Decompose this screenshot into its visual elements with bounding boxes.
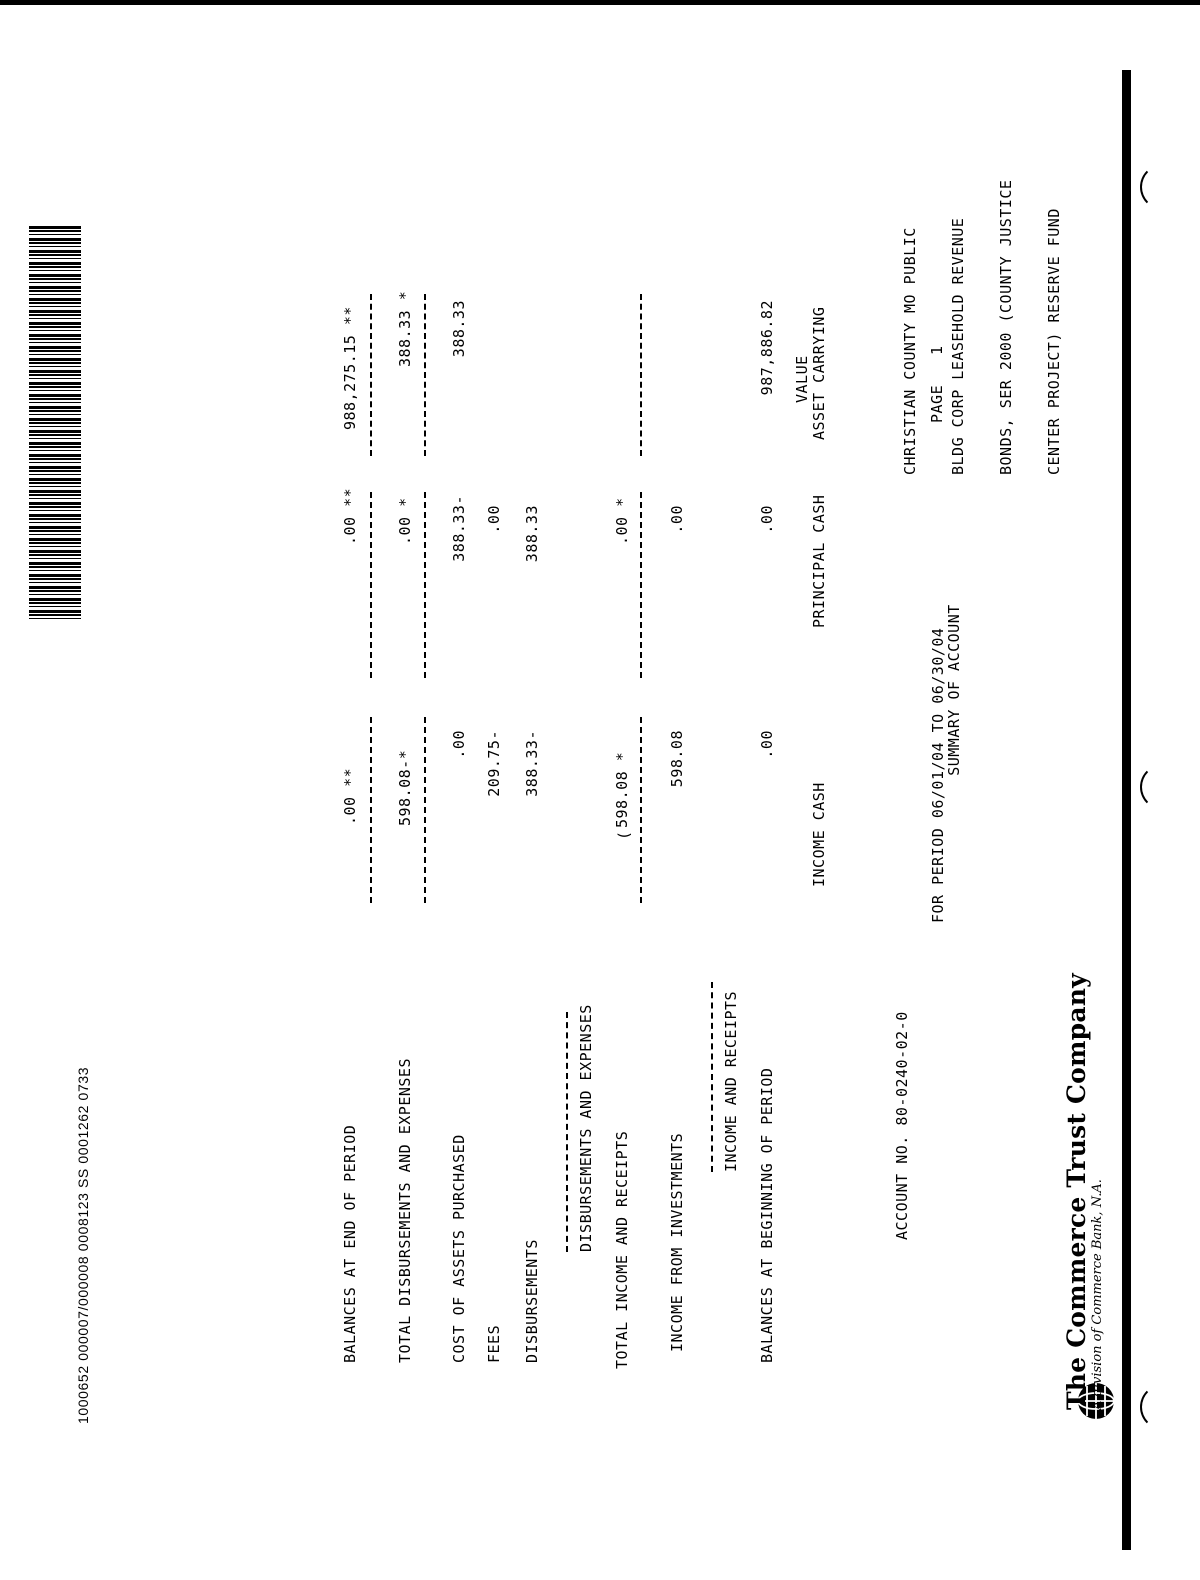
- value-cell: .00 *: [613, 497, 631, 545]
- label-balances-end: BALANCES AT END OF PERIOD: [341, 1124, 359, 1363]
- company-subtitle: A division of Commerce Bank, N.A.: [1090, 1179, 1105, 1410]
- column-header-principal-cash: PRINCIPAL CASH: [810, 494, 828, 628]
- account-name-line: CHRISTIAN COUNTY MO PUBLIC: [901, 227, 919, 475]
- footer-code: 1000652 000007/000008 0008123 SS 0001262 0733: [75, 1066, 91, 1424]
- summary-title: SUMMARY OF ACCOUNT: [945, 604, 963, 776]
- page-label: PAGE: [928, 384, 946, 423]
- value-cell: .00: [758, 505, 776, 534]
- value-cell: 598.08-*: [396, 749, 414, 826]
- account-name-line: BONDS, SER 2000 (COUNTY JUSTICE: [997, 179, 1015, 475]
- value-cell: 209.75-: [485, 730, 503, 797]
- column-header-income-cash: INCOME CASH: [810, 782, 828, 887]
- separator-rule: [640, 294, 642, 456]
- value-cell: 388.33 *: [396, 290, 414, 367]
- value-cell: .00: [668, 505, 686, 534]
- value-cell: 988,275.15 **: [341, 306, 359, 430]
- label-total-income: TOTAL INCOME AND RECEIPTS: [613, 1130, 631, 1369]
- heading-disbursements-expenses: DISBURSEMENTS AND EXPENSES: [577, 1004, 595, 1252]
- value-cell: 388.33: [450, 300, 468, 358]
- value-cell: 388.33: [523, 505, 541, 563]
- label-disbursements: DISBURSEMENTS: [523, 1239, 541, 1363]
- statement-period: FOR PERIOD 06/01/04 TO 06/30/04: [929, 627, 947, 923]
- value-cell: .00: [485, 505, 503, 534]
- label-income-investments: INCOME FROM INVESTMENTS: [668, 1132, 686, 1352]
- handwritten-mark: (: [615, 830, 633, 840]
- value-cell: .00: [758, 730, 776, 759]
- separator-rule: [424, 717, 426, 903]
- column-header-asset-carrying: ASSET CARRYING: [810, 306, 828, 440]
- value-cell: .00 **: [341, 767, 359, 825]
- binder-hole-icon: [1140, 1384, 1186, 1430]
- value-cell: 987,886.82: [758, 300, 776, 396]
- value-cell: 388.33-: [523, 730, 541, 797]
- label-total-disbursements: TOTAL DISBURSEMENTS AND EXPENSES: [396, 1058, 414, 1363]
- column-header-value: VALUE: [793, 355, 811, 403]
- heading-underline: [711, 982, 713, 1172]
- value-cell: .00: [450, 730, 468, 759]
- value-cell: .00 *: [396, 497, 414, 545]
- heading-underline: [566, 1012, 568, 1252]
- company-name: The Commerce Trust Company: [1062, 973, 1091, 1410]
- barcode-icon: [10, 260, 62, 660]
- account-name-line: BLDG CORP LEASEHOLD REVENUE: [949, 217, 967, 475]
- label-cost-assets: COST OF ASSETS PURCHASED: [450, 1134, 468, 1363]
- value-cell: .00 **: [341, 487, 359, 545]
- value-cell: 388.33-: [450, 495, 468, 562]
- account-name: [870, 180, 1094, 475]
- binder-hole-icon: [1140, 164, 1186, 210]
- separator-rule: [370, 294, 372, 456]
- separator-rule: [424, 294, 426, 456]
- page-number: 1: [928, 345, 946, 355]
- separator-rule: [640, 492, 642, 678]
- separator-rule: [424, 492, 426, 678]
- heading-income-receipts: INCOME AND RECEIPTS: [722, 990, 740, 1172]
- value-cell: 598.08: [668, 730, 686, 788]
- account-name-line: CENTER PROJECT) RESERVE FUND: [1045, 208, 1063, 475]
- label-fees: FEES: [485, 1324, 503, 1363]
- globe-logo-icon: [1057, 1420, 1097, 1460]
- label-balances-beginning: BALANCES AT BEGINNING OF PERIOD: [758, 1067, 776, 1363]
- right-edge-bar: [0, 0, 1200, 5]
- account-number: ACCOUNT NO. 80-0240-02-0: [893, 1011, 911, 1240]
- binder-hole-icon: [1140, 764, 1186, 810]
- separator-rule: [640, 717, 642, 903]
- value-cell: 598.08 *: [613, 751, 631, 828]
- separator-rule: [370, 717, 372, 903]
- separator-rule: [370, 492, 372, 678]
- top-border-bar: [1122, 70, 1131, 1550]
